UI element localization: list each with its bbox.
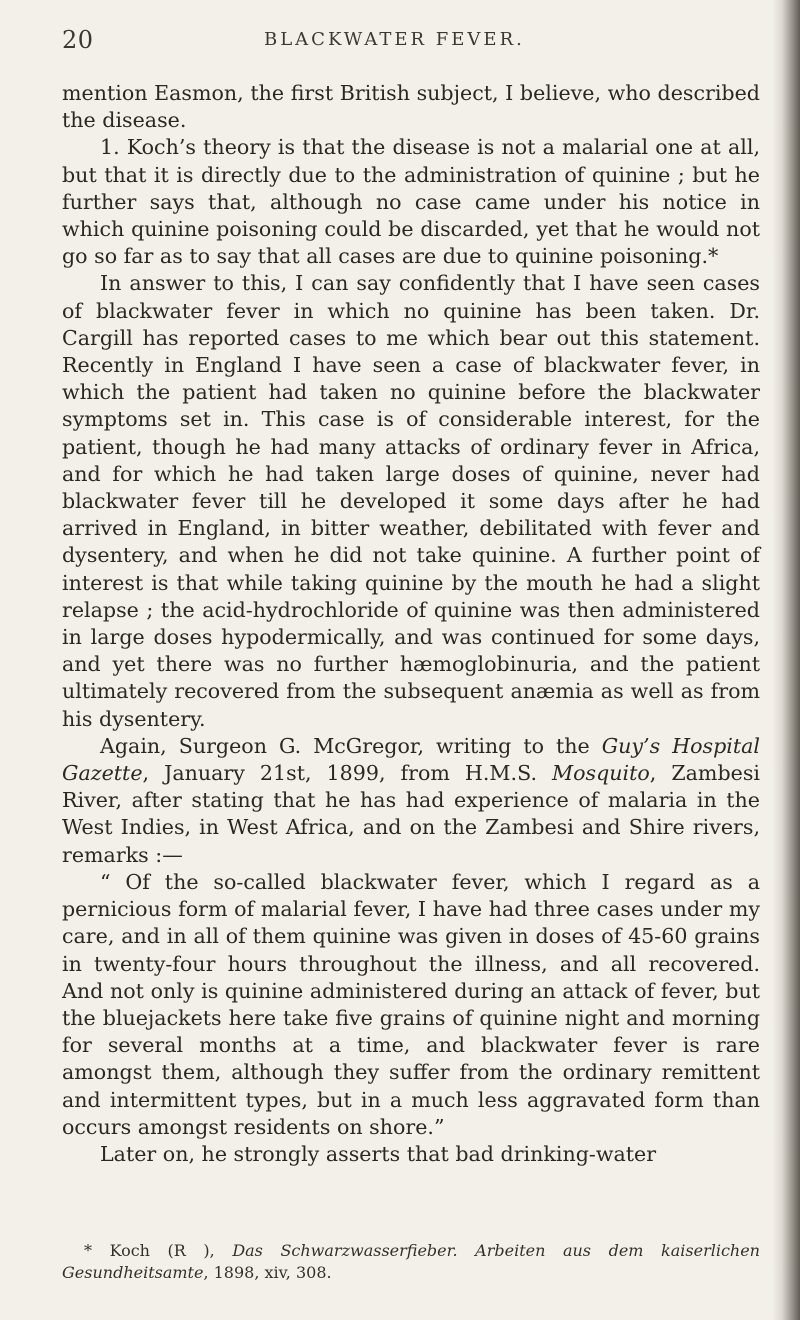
footnote-text: , 1898, xiv, 308. xyxy=(203,1263,332,1282)
text-segment: , January 21st, 1899, from H.M.S. xyxy=(142,761,553,786)
paragraph xyxy=(62,134,760,270)
ship-name: Mosquito xyxy=(552,761,650,786)
footnote xyxy=(62,1240,760,1284)
text-segment: , Zambesi River, after stating that he has had experience of malaria in the West Indies, in West Africa, and on the Zambesi and Shire rivers, remarks :— xyxy=(62,761,760,867)
page-number: 20 xyxy=(62,26,94,54)
paragraph xyxy=(62,270,760,732)
text-segment: 1. Koch’s theory is that the disease is not a malarial one at all, but that it is directly due to the administration of quinine ; but he further says that, although no case came under his notice in which quinine poisoning could be discarded, yet that he would not go so far as to say that all cases are due to quinine poisoning.* xyxy=(62,135,760,269)
text-segment: “ Of the so-called blackwater fever, which I regard as a pernicious form of malarial fever, I have had three cases under my care, and in all of them quinine was given in doses of 45-60 grains in twenty-four hours throughout the illness, and all recovered. And not only is quinine administered during an attack of fever, but the bluejackets here take five grains of quinine night and morning for several months at a time, and blackwater fever is rare amongst them, although they suffer from the ordinary remittent and intermittent types, but in a much less aggravated form than occurs amongst residents on shore.” xyxy=(62,869,760,1139)
journal-title: Guy’s Hospital Gazette xyxy=(62,733,760,786)
text-segment: Later on, he strongly asserts that bad drinking-water xyxy=(100,1141,657,1166)
page-edge-shadow xyxy=(772,0,800,1320)
paragraph xyxy=(62,733,760,869)
footnote-title: Das Schwarzwasserfieber. Arbeiten aus dem kaiserlichen Gesundheitsamte xyxy=(62,1241,760,1282)
page-header xyxy=(62,26,762,56)
paragraph xyxy=(62,869,760,1141)
paragraph xyxy=(62,1141,760,1168)
text-segment: Again, Surgeon G. McGregor, writing to the xyxy=(100,733,602,758)
running-head: BLACKWATER FEVER. xyxy=(264,29,525,50)
paragraph xyxy=(62,80,760,134)
body-text xyxy=(62,80,760,1168)
footnote-text: * Koch (R ), xyxy=(84,1241,233,1260)
text-segment: In answer to this, I can say confidently that I have seen cases of blackwater fever in which no quinine has been taken. Dr. Cargill has reported cases to me which bear out this statement. Recently in England I have seen a case of blackwater fever, in which the patient had taken no quinine before the blackwater symptoms set in. This case is of considerable interest, for the patient, though he had many attacks of ordinary fever in Africa, and for which he had taken large doses of quinine, never had blackwater fever till he developed it some days after he had arrived in England, in bitter weather, debilitated with fever and dysentery, and when he did not take quinine. A further point of interest is that while taking quinine by the mouth he had a slight relapse ; the acid-hydrochloride of quinine was then administered in large doses hypodermically, and was continued for some days, and yet there was no further hæmoglobinuria, and the patient ultimately recovered from the subsequent anæmia as well as from his dysentery. xyxy=(62,271,760,731)
text-segment: mention Easmon, the first British subject, I believe, who described the disease. xyxy=(62,81,760,133)
